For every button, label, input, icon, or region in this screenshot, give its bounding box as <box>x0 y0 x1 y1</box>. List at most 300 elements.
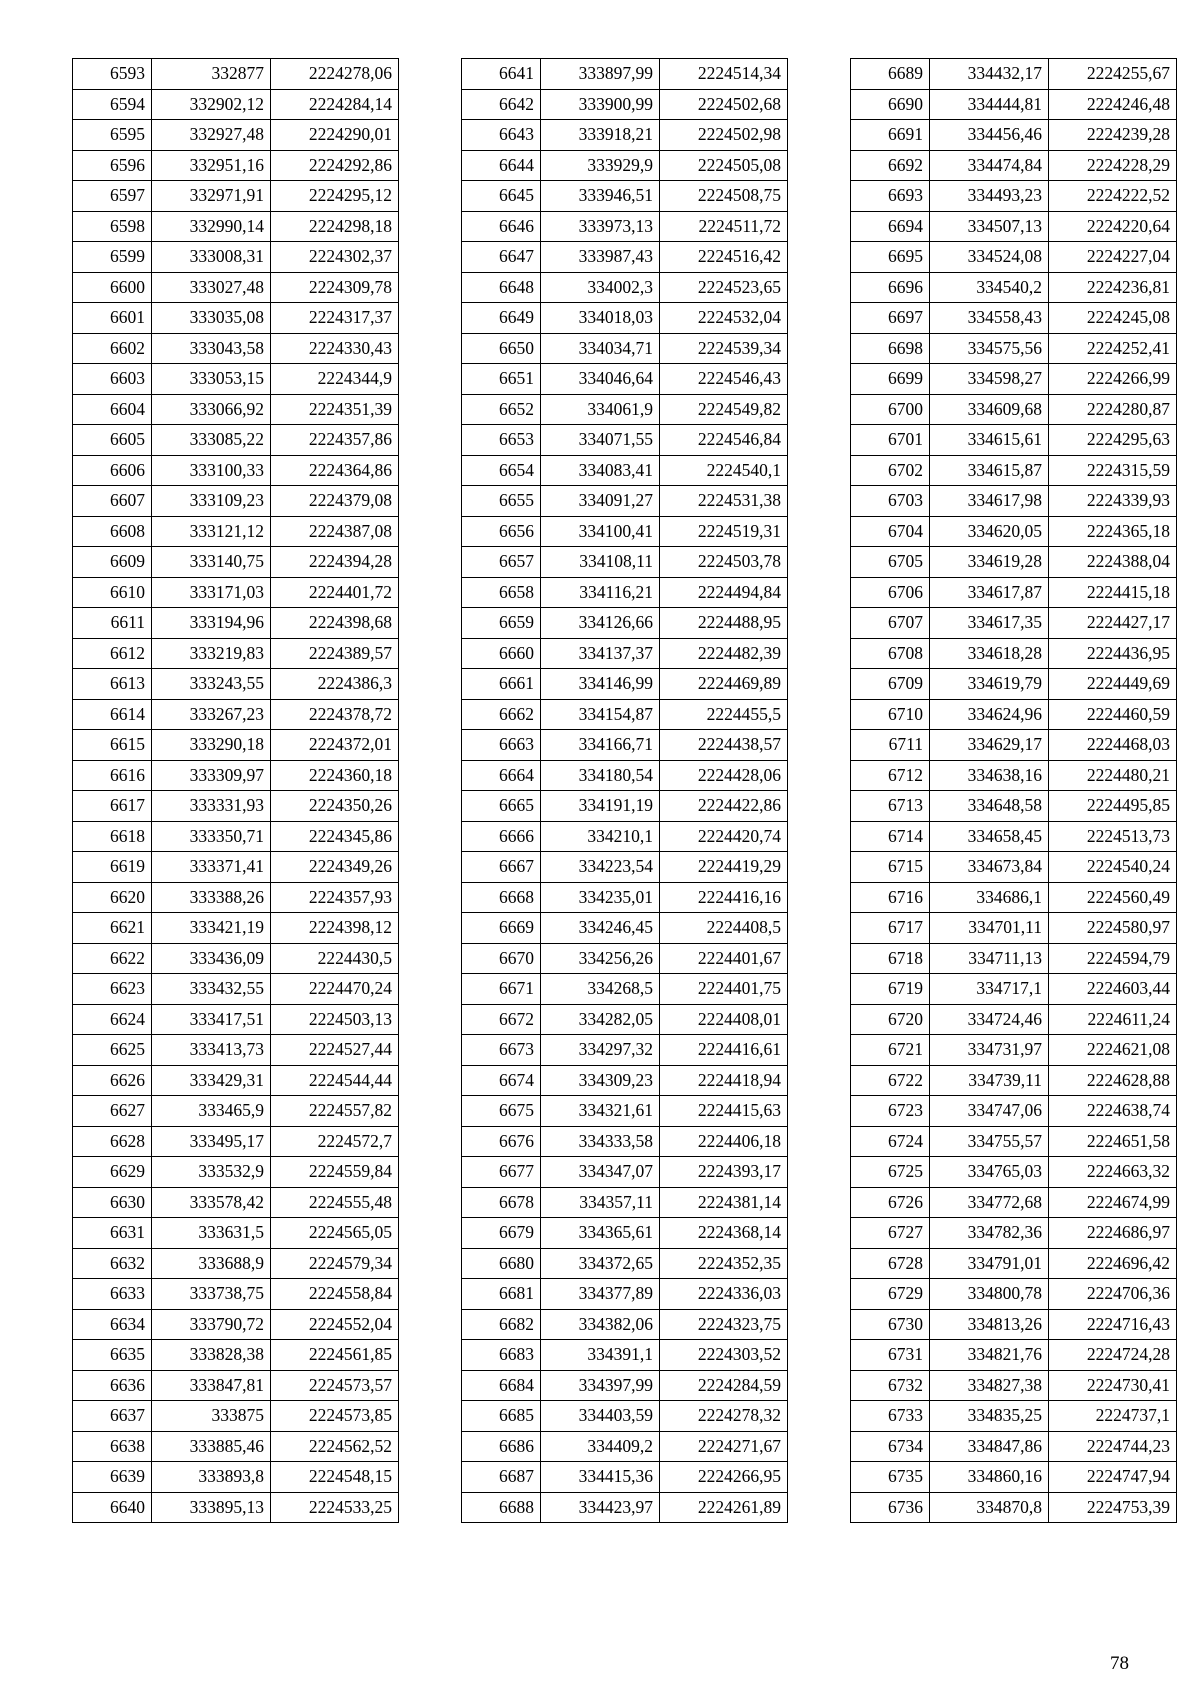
y-coordinate-cell: 2224261,89 <box>660 1492 788 1523</box>
point-number-cell: 6707 <box>851 608 930 639</box>
point-number-cell: 6669 <box>462 913 541 944</box>
x-coordinate-cell: 334071,55 <box>541 425 660 456</box>
y-coordinate-cell: 2224381,14 <box>660 1187 788 1218</box>
x-coordinate-cell: 334034,71 <box>541 333 660 364</box>
point-number-cell: 6682 <box>462 1309 541 1340</box>
point-number-cell: 6665 <box>462 791 541 822</box>
point-number-cell: 6600 <box>73 272 152 303</box>
point-number-cell: 6637 <box>73 1401 152 1432</box>
x-coordinate-cell: 334739,11 <box>930 1065 1049 1096</box>
table-row <box>851 89 1177 120</box>
y-coordinate-cell: 2224360,18 <box>271 760 399 791</box>
point-number-cell: 6615 <box>73 730 152 761</box>
table-row <box>73 1126 399 1157</box>
x-coordinate-cell: 334002,3 <box>541 272 660 303</box>
point-number-cell: 6676 <box>462 1126 541 1157</box>
point-number-cell: 6709 <box>851 669 930 700</box>
point-number-cell: 6734 <box>851 1431 930 1462</box>
x-coordinate-cell: 334598,27 <box>930 364 1049 395</box>
table-row <box>851 211 1177 242</box>
x-coordinate-cell: 334046,64 <box>541 364 660 395</box>
y-coordinate-cell: 2224559,84 <box>271 1157 399 1188</box>
table-row <box>851 1370 1177 1401</box>
point-number-cell: 6659 <box>462 608 541 639</box>
y-coordinate-cell: 2224557,82 <box>271 1096 399 1127</box>
x-coordinate-cell: 334444,81 <box>930 89 1049 120</box>
table-row <box>73 394 399 425</box>
table-row <box>73 1309 399 1340</box>
y-coordinate-cell: 2224523,65 <box>660 272 788 303</box>
x-coordinate-cell: 333432,55 <box>152 974 271 1005</box>
table-row <box>462 1492 788 1523</box>
y-coordinate-cell: 2224460,59 <box>1049 699 1177 730</box>
point-number-cell: 6598 <box>73 211 152 242</box>
x-coordinate-cell: 334415,36 <box>541 1462 660 1493</box>
table-row <box>73 699 399 730</box>
point-number-cell: 6606 <box>73 455 152 486</box>
point-number-cell: 6708 <box>851 638 930 669</box>
point-number-cell: 6666 <box>462 821 541 852</box>
y-coordinate-cell: 2224747,94 <box>1049 1462 1177 1493</box>
x-coordinate-cell: 333219,83 <box>152 638 271 669</box>
y-coordinate-cell: 2224513,73 <box>1049 821 1177 852</box>
x-coordinate-cell: 334540,2 <box>930 272 1049 303</box>
table-row <box>462 120 788 151</box>
point-number-cell: 6668 <box>462 882 541 913</box>
table-row <box>462 303 788 334</box>
point-number-cell: 6674 <box>462 1065 541 1096</box>
x-coordinate-cell: 333929,9 <box>541 150 660 181</box>
x-coordinate-cell: 334609,68 <box>930 394 1049 425</box>
table-row <box>73 1279 399 1310</box>
table-row <box>851 791 1177 822</box>
x-coordinate-cell: 334382,06 <box>541 1309 660 1340</box>
x-coordinate-cell: 333875 <box>152 1401 271 1432</box>
x-coordinate-cell: 334309,23 <box>541 1065 660 1096</box>
x-coordinate-cell: 333631,5 <box>152 1218 271 1249</box>
y-coordinate-cell: 2224594,79 <box>1049 943 1177 974</box>
point-number-cell: 6732 <box>851 1370 930 1401</box>
y-coordinate-cell: 2224372,01 <box>271 730 399 761</box>
y-coordinate-cell: 2224349,26 <box>271 852 399 883</box>
y-coordinate-cell: 2224415,18 <box>1049 577 1177 608</box>
table-row <box>73 882 399 913</box>
table-row <box>851 1218 1177 1249</box>
y-coordinate-cell: 2224449,69 <box>1049 669 1177 700</box>
x-coordinate-cell: 333121,12 <box>152 516 271 547</box>
y-coordinate-cell: 2224560,49 <box>1049 882 1177 913</box>
point-number-cell: 6678 <box>462 1187 541 1218</box>
table-row <box>462 943 788 974</box>
x-coordinate-cell: 334091,27 <box>541 486 660 517</box>
point-number-cell: 6696 <box>851 272 930 303</box>
y-coordinate-cell: 2224266,95 <box>660 1462 788 1493</box>
y-coordinate-cell: 2224393,17 <box>660 1157 788 1188</box>
x-coordinate-cell: 334235,01 <box>541 882 660 913</box>
point-number-cell: 6634 <box>73 1309 152 1340</box>
point-number-cell: 6641 <box>462 59 541 90</box>
table-row <box>462 699 788 730</box>
y-coordinate-cell: 2224482,39 <box>660 638 788 669</box>
point-number-cell: 6697 <box>851 303 930 334</box>
x-coordinate-cell: 333053,15 <box>152 364 271 395</box>
y-coordinate-cell: 2224562,52 <box>271 1431 399 1462</box>
x-coordinate-cell: 334772,68 <box>930 1187 1049 1218</box>
y-coordinate-cell: 2224686,97 <box>1049 1218 1177 1249</box>
point-number-cell: 6730 <box>851 1309 930 1340</box>
y-coordinate-cell: 2224573,57 <box>271 1370 399 1401</box>
table-row <box>462 181 788 212</box>
table-row <box>462 1431 788 1462</box>
y-coordinate-cell: 2224401,72 <box>271 577 399 608</box>
table-row <box>851 394 1177 425</box>
table-row <box>851 1309 1177 1340</box>
x-coordinate-cell: 333371,41 <box>152 852 271 883</box>
table-row <box>851 516 1177 547</box>
table-row <box>462 1462 788 1493</box>
y-coordinate-cell: 2224336,03 <box>660 1279 788 1310</box>
table-row <box>73 1370 399 1401</box>
table-row <box>851 150 1177 181</box>
point-number-cell: 6681 <box>462 1279 541 1310</box>
y-coordinate-cell: 2224295,12 <box>271 181 399 212</box>
point-number-cell: 6639 <box>73 1462 152 1493</box>
point-number-cell: 6621 <box>73 913 152 944</box>
x-coordinate-cell: 334297,32 <box>541 1035 660 1066</box>
y-coordinate-cell: 2224753,39 <box>1049 1492 1177 1523</box>
table-row <box>462 1340 788 1371</box>
y-coordinate-cell: 2224502,98 <box>660 120 788 151</box>
point-number-cell: 6632 <box>73 1248 152 1279</box>
y-coordinate-cell: 2224527,44 <box>271 1035 399 1066</box>
table-row <box>73 1157 399 1188</box>
y-coordinate-cell: 2224428,06 <box>660 760 788 791</box>
y-coordinate-cell: 2224555,48 <box>271 1187 399 1218</box>
x-coordinate-cell: 333309,97 <box>152 760 271 791</box>
x-coordinate-cell: 334615,61 <box>930 425 1049 456</box>
table-row <box>73 1096 399 1127</box>
table-row <box>462 486 788 517</box>
point-number-cell: 6594 <box>73 89 152 120</box>
table-row <box>462 425 788 456</box>
y-coordinate-cell: 2224579,34 <box>271 1248 399 1279</box>
table-row <box>73 333 399 364</box>
point-number-cell: 6721 <box>851 1035 930 1066</box>
point-number-cell: 6661 <box>462 669 541 700</box>
x-coordinate-cell: 334377,89 <box>541 1279 660 1310</box>
x-coordinate-cell: 334154,87 <box>541 699 660 730</box>
table-row <box>462 974 788 1005</box>
y-coordinate-cell: 2224352,35 <box>660 1248 788 1279</box>
y-coordinate-cell: 2224580,97 <box>1049 913 1177 944</box>
x-coordinate-cell: 334268,5 <box>541 974 660 1005</box>
point-number-cell: 6700 <box>851 394 930 425</box>
table-row <box>851 1340 1177 1371</box>
y-coordinate-cell: 2224246,48 <box>1049 89 1177 120</box>
y-coordinate-cell: 2224420,74 <box>660 821 788 852</box>
x-coordinate-cell: 334083,41 <box>541 455 660 486</box>
x-coordinate-cell: 333140,75 <box>152 547 271 578</box>
x-coordinate-cell: 333331,93 <box>152 791 271 822</box>
table-row <box>462 394 788 425</box>
table-row <box>851 1065 1177 1096</box>
y-coordinate-cell: 2224415,63 <box>660 1096 788 1127</box>
y-coordinate-cell: 2224716,43 <box>1049 1309 1177 1340</box>
x-coordinate-cell: 333885,46 <box>152 1431 271 1462</box>
x-coordinate-cell: 334256,26 <box>541 943 660 974</box>
table-row <box>462 577 788 608</box>
y-coordinate-cell: 2224290,01 <box>271 120 399 151</box>
x-coordinate-cell: 334673,84 <box>930 852 1049 883</box>
point-number-cell: 6688 <box>462 1492 541 1523</box>
y-coordinate-cell: 2224508,75 <box>660 181 788 212</box>
table-row <box>73 303 399 334</box>
point-number-cell: 6690 <box>851 89 930 120</box>
point-number-cell: 6614 <box>73 699 152 730</box>
x-coordinate-cell: 334765,03 <box>930 1157 1049 1188</box>
table-row <box>851 1187 1177 1218</box>
y-coordinate-cell: 2224696,42 <box>1049 1248 1177 1279</box>
point-number-cell: 6640 <box>73 1492 152 1523</box>
y-coordinate-cell: 2224706,36 <box>1049 1279 1177 1310</box>
y-coordinate-cell: 2224245,08 <box>1049 303 1177 334</box>
table-row <box>462 791 788 822</box>
y-coordinate-cell: 2224295,63 <box>1049 425 1177 456</box>
x-coordinate-cell: 334116,21 <box>541 577 660 608</box>
point-number-cell: 6699 <box>851 364 930 395</box>
point-number-cell: 6716 <box>851 882 930 913</box>
x-coordinate-cell: 334617,35 <box>930 608 1049 639</box>
table-row <box>462 364 788 395</box>
point-number-cell: 6658 <box>462 577 541 608</box>
point-number-cell: 6693 <box>851 181 930 212</box>
coordinates-table-1 <box>72 58 399 1523</box>
x-coordinate-cell: 334835,25 <box>930 1401 1049 1432</box>
x-coordinate-cell: 333194,96 <box>152 608 271 639</box>
y-coordinate-cell: 2224573,85 <box>271 1401 399 1432</box>
y-coordinate-cell: 2224561,85 <box>271 1340 399 1371</box>
y-coordinate-cell: 2224503,13 <box>271 1004 399 1035</box>
y-coordinate-cell: 2224252,41 <box>1049 333 1177 364</box>
y-coordinate-cell: 2224502,68 <box>660 89 788 120</box>
point-number-cell: 6679 <box>462 1218 541 1249</box>
table-row <box>73 913 399 944</box>
y-coordinate-cell: 2224394,28 <box>271 547 399 578</box>
point-number-cell: 6698 <box>851 333 930 364</box>
y-coordinate-cell: 2224379,08 <box>271 486 399 517</box>
y-coordinate-cell: 2224284,14 <box>271 89 399 120</box>
x-coordinate-cell: 332927,48 <box>152 120 271 151</box>
y-coordinate-cell: 2224345,86 <box>271 821 399 852</box>
x-coordinate-cell: 334108,11 <box>541 547 660 578</box>
y-coordinate-cell: 2224516,42 <box>660 242 788 273</box>
x-coordinate-cell: 333350,71 <box>152 821 271 852</box>
x-coordinate-cell: 334791,01 <box>930 1248 1049 1279</box>
table-row <box>851 1492 1177 1523</box>
point-number-cell: 6731 <box>851 1340 930 1371</box>
y-coordinate-cell: 2224280,87 <box>1049 394 1177 425</box>
table-row <box>462 1004 788 1035</box>
table-row <box>73 1340 399 1371</box>
y-coordinate-cell: 2224422,86 <box>660 791 788 822</box>
y-coordinate-cell: 2224357,93 <box>271 882 399 913</box>
point-number-cell: 6636 <box>73 1370 152 1401</box>
x-coordinate-cell: 334524,08 <box>930 242 1049 273</box>
table-row <box>462 242 788 273</box>
point-number-cell: 6687 <box>462 1462 541 1493</box>
y-coordinate-cell: 2224438,57 <box>660 730 788 761</box>
table-row <box>462 1370 788 1401</box>
y-coordinate-cell: 2224239,28 <box>1049 120 1177 151</box>
table-row <box>73 1401 399 1432</box>
x-coordinate-cell: 334391,1 <box>541 1340 660 1371</box>
point-number-cell: 6645 <box>462 181 541 212</box>
x-coordinate-cell: 334166,71 <box>541 730 660 761</box>
coordinates-table-3 <box>850 58 1177 1523</box>
table-row <box>462 1157 788 1188</box>
x-coordinate-cell: 334347,07 <box>541 1157 660 1188</box>
table-row <box>73 974 399 1005</box>
y-coordinate-cell: 2224266,99 <box>1049 364 1177 395</box>
x-coordinate-cell: 333465,9 <box>152 1096 271 1127</box>
y-coordinate-cell: 2224480,21 <box>1049 760 1177 791</box>
table-row <box>73 120 399 151</box>
y-coordinate-cell: 2224519,31 <box>660 516 788 547</box>
y-coordinate-cell: 2224365,18 <box>1049 516 1177 547</box>
x-coordinate-cell: 334558,43 <box>930 303 1049 334</box>
x-coordinate-cell: 334100,41 <box>541 516 660 547</box>
table-row <box>73 211 399 242</box>
x-coordinate-cell: 334813,26 <box>930 1309 1049 1340</box>
point-number-cell: 6695 <box>851 242 930 273</box>
table-row <box>851 974 1177 1005</box>
table-row <box>73 59 399 90</box>
point-number-cell: 6719 <box>851 974 930 1005</box>
y-coordinate-cell: 2224468,03 <box>1049 730 1177 761</box>
point-number-cell: 6713 <box>851 791 930 822</box>
point-number-cell: 6648 <box>462 272 541 303</box>
x-coordinate-cell: 333085,22 <box>152 425 271 456</box>
y-coordinate-cell: 2224505,08 <box>660 150 788 181</box>
table-row <box>851 547 1177 578</box>
point-number-cell: 6631 <box>73 1218 152 1249</box>
x-coordinate-cell: 333429,31 <box>152 1065 271 1096</box>
x-coordinate-cell: 333027,48 <box>152 272 271 303</box>
table-row <box>462 1035 788 1066</box>
x-coordinate-cell: 334827,38 <box>930 1370 1049 1401</box>
point-number-cell: 6726 <box>851 1187 930 1218</box>
table-row <box>73 577 399 608</box>
point-number-cell: 6613 <box>73 669 152 700</box>
y-coordinate-cell: 2224255,67 <box>1049 59 1177 90</box>
y-coordinate-cell: 2224350,26 <box>271 791 399 822</box>
point-number-cell: 6712 <box>851 760 930 791</box>
point-number-cell: 6633 <box>73 1279 152 1310</box>
point-number-cell: 6704 <box>851 516 930 547</box>
y-coordinate-cell: 2224302,37 <box>271 242 399 273</box>
y-coordinate-cell: 2224549,82 <box>660 394 788 425</box>
table-row <box>462 89 788 120</box>
x-coordinate-cell: 333738,75 <box>152 1279 271 1310</box>
x-coordinate-cell: 333417,51 <box>152 1004 271 1035</box>
y-coordinate-cell: 2224401,75 <box>660 974 788 1005</box>
point-number-cell: 6646 <box>462 211 541 242</box>
point-number-cell: 6671 <box>462 974 541 1005</box>
point-number-cell: 6705 <box>851 547 930 578</box>
x-coordinate-cell: 333900,99 <box>541 89 660 120</box>
point-number-cell: 6625 <box>73 1035 152 1066</box>
y-coordinate-cell: 2224531,38 <box>660 486 788 517</box>
table-row <box>851 1096 1177 1127</box>
x-coordinate-cell: 333897,99 <box>541 59 660 90</box>
table-row <box>73 791 399 822</box>
x-coordinate-cell: 334456,46 <box>930 120 1049 151</box>
y-coordinate-cell: 2224621,08 <box>1049 1035 1177 1066</box>
y-coordinate-cell: 2224388,04 <box>1049 547 1177 578</box>
table-row <box>851 638 1177 669</box>
table-row <box>462 852 788 883</box>
table-row <box>73 1248 399 1279</box>
coordinates-table-2 <box>461 58 788 1523</box>
point-number-cell: 6694 <box>851 211 930 242</box>
x-coordinate-cell: 334365,61 <box>541 1218 660 1249</box>
x-coordinate-cell: 334629,17 <box>930 730 1049 761</box>
x-coordinate-cell: 333171,03 <box>152 577 271 608</box>
x-coordinate-cell: 334624,96 <box>930 699 1049 730</box>
x-coordinate-cell: 333973,13 <box>541 211 660 242</box>
y-coordinate-cell: 2224494,84 <box>660 577 788 608</box>
x-coordinate-cell: 332902,12 <box>152 89 271 120</box>
x-coordinate-cell: 334755,57 <box>930 1126 1049 1157</box>
y-coordinate-cell: 2224558,84 <box>271 1279 399 1310</box>
point-number-cell: 6652 <box>462 394 541 425</box>
table-row <box>851 181 1177 212</box>
point-number-cell: 6642 <box>462 89 541 120</box>
table-row <box>73 89 399 120</box>
table-row <box>462 608 788 639</box>
y-coordinate-cell: 2224228,29 <box>1049 150 1177 181</box>
point-number-cell: 6609 <box>73 547 152 578</box>
table-row <box>851 242 1177 273</box>
table-row <box>851 303 1177 334</box>
x-coordinate-cell: 334617,87 <box>930 577 1049 608</box>
y-coordinate-cell: 2224663,32 <box>1049 1157 1177 1188</box>
x-coordinate-cell: 333893,8 <box>152 1462 271 1493</box>
point-number-cell: 6611 <box>73 608 152 639</box>
y-coordinate-cell: 2224386,3 <box>271 669 399 700</box>
y-coordinate-cell: 2224398,12 <box>271 913 399 944</box>
point-number-cell: 6701 <box>851 425 930 456</box>
y-coordinate-cell: 2224628,88 <box>1049 1065 1177 1096</box>
x-coordinate-cell: 334619,79 <box>930 669 1049 700</box>
x-coordinate-cell: 334731,97 <box>930 1035 1049 1066</box>
table-row <box>462 1126 788 1157</box>
y-coordinate-cell: 2224317,37 <box>271 303 399 334</box>
table-row <box>851 364 1177 395</box>
point-number-cell: 6623 <box>73 974 152 1005</box>
table-row <box>73 821 399 852</box>
x-coordinate-cell: 333290,18 <box>152 730 271 761</box>
table-row <box>851 577 1177 608</box>
x-coordinate-cell: 334474,84 <box>930 150 1049 181</box>
y-coordinate-cell: 2224220,64 <box>1049 211 1177 242</box>
x-coordinate-cell: 333946,51 <box>541 181 660 212</box>
table-row <box>73 547 399 578</box>
x-coordinate-cell: 334282,05 <box>541 1004 660 1035</box>
y-coordinate-cell: 2224532,04 <box>660 303 788 334</box>
point-number-cell: 6657 <box>462 547 541 578</box>
table-row <box>73 1218 399 1249</box>
